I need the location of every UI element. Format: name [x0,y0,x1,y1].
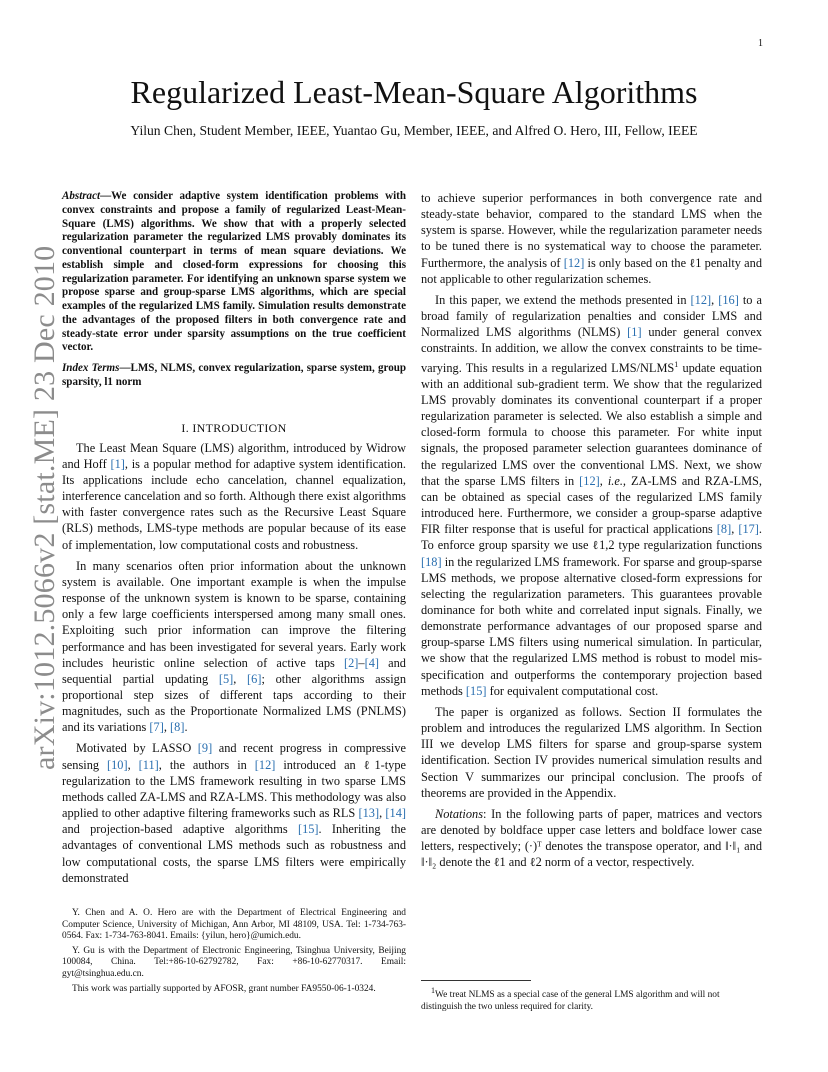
left-column [62,190,406,891]
intro-paragraph-2: In many scenarios often prior information about the unknown system is available. One important example is when the impulse response of the unknown system is known to be sparse, containing only a few large coefficients interspersed among many small ones. Exploiting such prior information can improve the filtering performance and has been investigated for several years. Early work includes heuristic online selection of active taps [ 2 ] –[ 4 ] and sequential partial updating [ 5 ] , [ 6 ] ; other algorithms assign proportional step sizes of different taps according to their magnitudes, such as the Proportionate Normalized LMS (PNLMS) and its variations [ 7 ] , [ 8 ] . [62,558,406,736]
paper-title: Regularized Least-Mean-Square Algorithms [130,74,698,110]
abstract-text: —We consider adaptive system identification problems with convex constraints and propose a family of regularized Least-Mean-Square (LMS) algorithms. We show that with a properly selected regularization parameter the regularized LMS provably dominates its conventional counterpart in terms of mean square deviations. We establish simple and closed-form expressions for choosing this regularization parameter. For identifying an unknown sparse system we propose sparse and group-sparse LMS algorithms, which are special examples of the regularized LMS family. Simulation results demonstrate the advantages of the proposed filters in both convergence rate and steady-state error under sparsity assumptions on the true coefficient vector. [62,190,406,354]
citation-link[interactable]: [ 15 ] [298,822,319,836]
index-terms [62,362,406,390]
right-paragraph-2: In this paper, we extend the methods presented in [ 12 ] , [ 16 ] to a broad family of regularization penalties and consider LMS and Normalized LMS algorithms (NLMS) [ 1 ] under general convex constraints. In addition, we allow the convex constraints to be time-varying. This results in a regularized LMS/NLMS$^1$ update equation with an additional sub-gradient term. We show that the regularized LMS provably dominates its conventional counterpart if a proper regularization parameter is selected. We also establish a simple and closed-form formula to choose this parameter. For white input signals, the proposed parameter selection guarantees dominance of the regularized LMS over the conventional LMS. Next, we show that the sparse LMS filters in [ 12 ] , i.e., ZA-LMS and RZA-LMS, can be obtained as special cases of the regularized LMS family introduced here. Furthermore, we consider a group-sparse adaptive FIR filter response that is useful for practical applications [ 8 ] , [ 17 ] . To enforce group sparsity we use ℓ1,2 type regularization functions [ 18 ] in the regularized LMS framework. For sparse and group-sparse LMS methods, we propose alternative closed-form expressions for selecting the regularization parameters. This guarantees provable dominance for both white and correlated input signals. Finally, we demonstrate performance advantages of our proposed sparse and group-sparse LMS filters using numerical simulation. In particular, we show that the regularized LMS method is robust to model mis-specification and outperforms the contemporary projection based methods [ 15 ] for equivalent computational cost. [421,292,762,699]
page-number: 1 [758,38,763,49]
abstract [62,190,406,355]
footnote-text: We treat NLMS as a special case of the general LMS algorithm and will not distinguish the two unless required for clarity. [421,990,720,1012]
citation-link[interactable]: [ 5 ] [219,672,233,686]
intro-paragraph-3: Motivated by LASSO [ 9 ] and recent progress in compressive sensing [ 10 ] , [ 11 ] , the authors in [ 12 ] introduced an ℓ1-type regularization to the LMS framework resulting in two sparse LMS methods called ZA-LMS and RZA-LMS. This methodology was also applied to other adaptive filtering frameworks such as RLS [ 13 ] , [ 14 ] and projection-based adaptive algorithms [ 15 ] . Inheriting the advantages of conventional LMS methods such as robustness and low computational costs, the sparse LMS filters were empirically demonstrated [62,740,406,885]
right-paragraph-notations: Notations: In the following parts of paper, matrices and vectors are denoted by boldface upper case letters and boldface lower case letters, respectively; (·)ᵀ denotes the transpose operator, and ‖·‖₁ and ‖·‖₂ denote the ℓ1 and ℓ2 norm of a vector, respectively. [421,806,762,870]
abstract-lead: Abstract [62,190,101,202]
right-footnote [421,985,762,1013]
citation-link[interactable]: [ 9 ] [198,741,212,755]
citation-link[interactable]: [ 14 ] [385,806,406,820]
right-paragraph-3: The paper is organized as follows. Section II formulates the problem and introduces the regularized LMS algorithm. In Section III we develop LMS filters for sparse and group-sparse system identification. Section IV provides numerical simulation results and Section V summarizes our principal conclusion. The proofs of theorems are provided in the Appendix. [421,704,762,800]
section-heading-introduction: I. INTRODUCTION [181,420,287,435]
footnote-funding: This work was partially supported by AFOSR, grant number FA9550-06-1-0324. [72,983,376,994]
citation-link[interactable]: [ 11 ] [139,758,159,772]
footnote-marker[interactable]: 1 [674,359,679,369]
citation-link[interactable]: [ 12 ] [255,758,276,772]
arxiv-identifier-stamp: arXiv:1012.5066v2 [stat.ME] 23 Dec 2010 [28,245,61,770]
index-terms-lead: Index Terms [62,362,120,374]
citation-link[interactable]: [ 4 ] [365,656,379,670]
citation-link[interactable]: [ 8 ] [717,522,731,536]
citation-link[interactable]: [ 2 ] [344,656,358,670]
citation-link[interactable]: [ 1 ] [110,457,124,471]
footnote-affiliation-chen-hero: Y. Chen and A. O. Hero are with the Department of Electrical Engineering and Computer Science, University of Michigan, Ann Arbor, MI 48109, USA. Tel: 1-734-763-0564. Fax: 1-734-763-8041. Emails: {yilun, hero}@umich.edu. [62,908,406,942]
right-column [421,190,762,876]
footnote-affiliation-gu: Y. Gu is with the Department of Electronic Engineering, Tsinghua University, Beijing 100084, China. Tel:+86-10-62792782, Fax: +86-10-62770317. Email: gyt@tsinghua.edu.cn. [62,945,406,979]
citation-link[interactable]: [ 17 ] [738,522,759,536]
citation-link[interactable]: [ 18 ] [421,555,442,569]
citation-link[interactable]: [ 7 ] [149,720,163,734]
intro-paragraph-1: The Least Mean Square (LMS) algorithm, introduced by Widrow and Hoff [ 1 ] , is a popular method for adaptive system identification. Its applications include echo cancelation, channel equalization, interference cancelation and so forth. Although there exist algorithms with faster convergence rates such as the Recursive Least Square (RLS) methods, LMS-type methods are popular because of its ease of implementation, low computational costs and robustness. [62,440,406,553]
citation-link[interactable]: [ 12 ] [579,474,600,488]
citation-link[interactable]: [ 12 ] [564,256,585,270]
citation-link[interactable]: [ 16 ] [718,293,739,307]
footnote-mark: 1 [431,986,435,995]
citation-link[interactable]: [ 8 ] [170,720,184,734]
citation-link[interactable]: [ 1 ] [627,325,641,339]
citation-link[interactable]: [ 6 ] [247,672,261,686]
citation-link[interactable]: [ 15 ] [466,684,487,698]
citation-link[interactable]: [ 12 ] [691,293,712,307]
footnote-rule [421,980,531,981]
author-list: Yilun Chen, Student Member, IEEE, Yuantao Gu, Member, IEEE, and Alfred O. Hero, III, Fellow, IEEE [130,123,698,138]
citation-link[interactable]: [ 13 ] [358,806,379,820]
left-footnotes [62,908,406,998]
right-paragraph-1: to achieve superior performances in both convergence rate and steady-state behavior, compared to the standard LMS when the system is sparse. However, while the regularization parameter needs to be tuned there is no systematical way to choose the parameter. Furthermore, the analysis of [ 12 ] is only based on the ℓ1 penalty and not applicable to other regularization schemes. [421,190,762,287]
index-terms-text: —LMS, NLMS, convex regularization, sparse system, group sparsity, l1 norm [62,362,406,388]
citation-link[interactable]: [ 10 ] [107,758,128,772]
